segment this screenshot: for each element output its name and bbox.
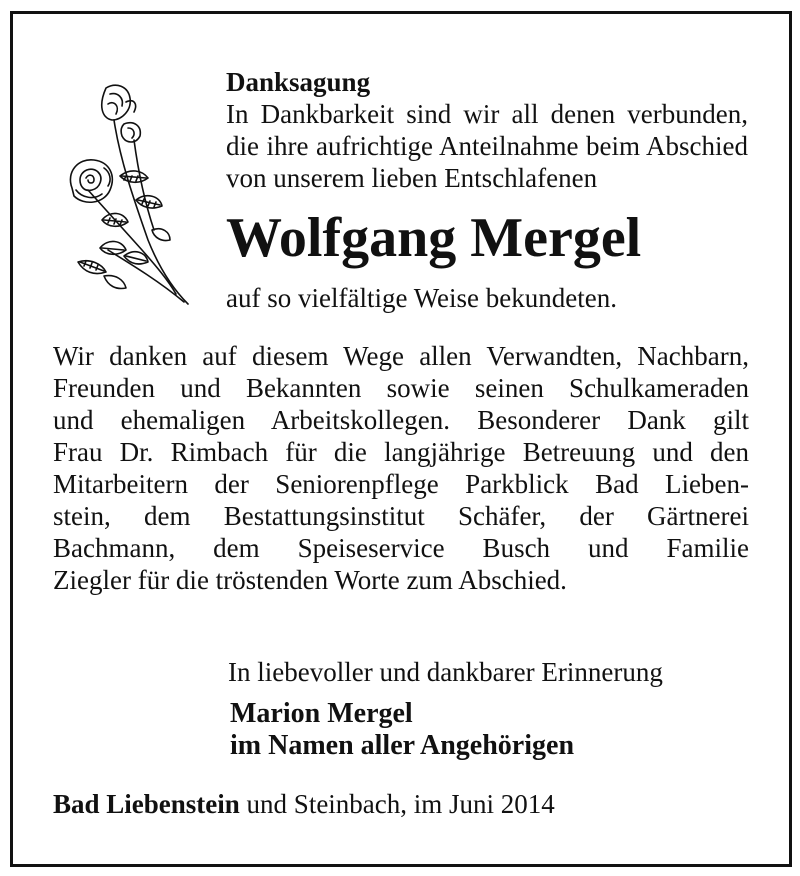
signer-family-note: im Namen aller Angehörigen	[230, 730, 575, 761]
notice-heading: Danksagung	[226, 67, 371, 97]
place-date-rest: und Steinbach, im Juni 2014	[239, 789, 555, 819]
deceased-name: Wolfgang Mergel	[226, 207, 642, 269]
intro-block	[226, 66, 748, 194]
signers-block	[230, 698, 574, 762]
rose-icon	[64, 80, 194, 308]
signer-name: Marion Mergel	[230, 698, 413, 729]
body-line: Ziegler für die tröstenden Worte zum Abschied.	[53, 565, 567, 595]
body-line: Frau Dr. Rimbach für die langjährige Betreuung und den	[53, 437, 749, 467]
intro-text: In Dankbarkeit sind wir all denen verbunden, die ihre aufrichtige Anteilnahme beim Abschied von unserem lieben Entschlafenen	[226, 99, 748, 193]
body-line: stein, dem Bestattungsinstitut Schäfer, der Gärtnerei	[53, 501, 749, 531]
body-paragraph	[53, 340, 749, 596]
body-line: Mitarbeitern der Seniorenpflege Parkblick Bad Lieben-	[53, 469, 749, 499]
body-line: und ehemaligen Arbeitskollegen. Besonderer Dank gilt	[53, 405, 749, 435]
body-line: Bachmann, dem Speiseservice Busch und Familie	[53, 533, 749, 563]
body-line: Wir danken auf diesem Wege allen Verwandten, Nachbarn,	[53, 341, 749, 371]
place-date-line	[53, 788, 555, 820]
place-primary: Bad Liebenstein	[53, 789, 240, 819]
closing-line: In liebevoller und dankbarer Erinnerung	[228, 657, 663, 687]
after-name-text: auf so vielfältige Weise bekundeten.	[226, 283, 617, 313]
body-line: Freunden und Bekannten sowie seinen Schulkameraden	[53, 373, 749, 403]
